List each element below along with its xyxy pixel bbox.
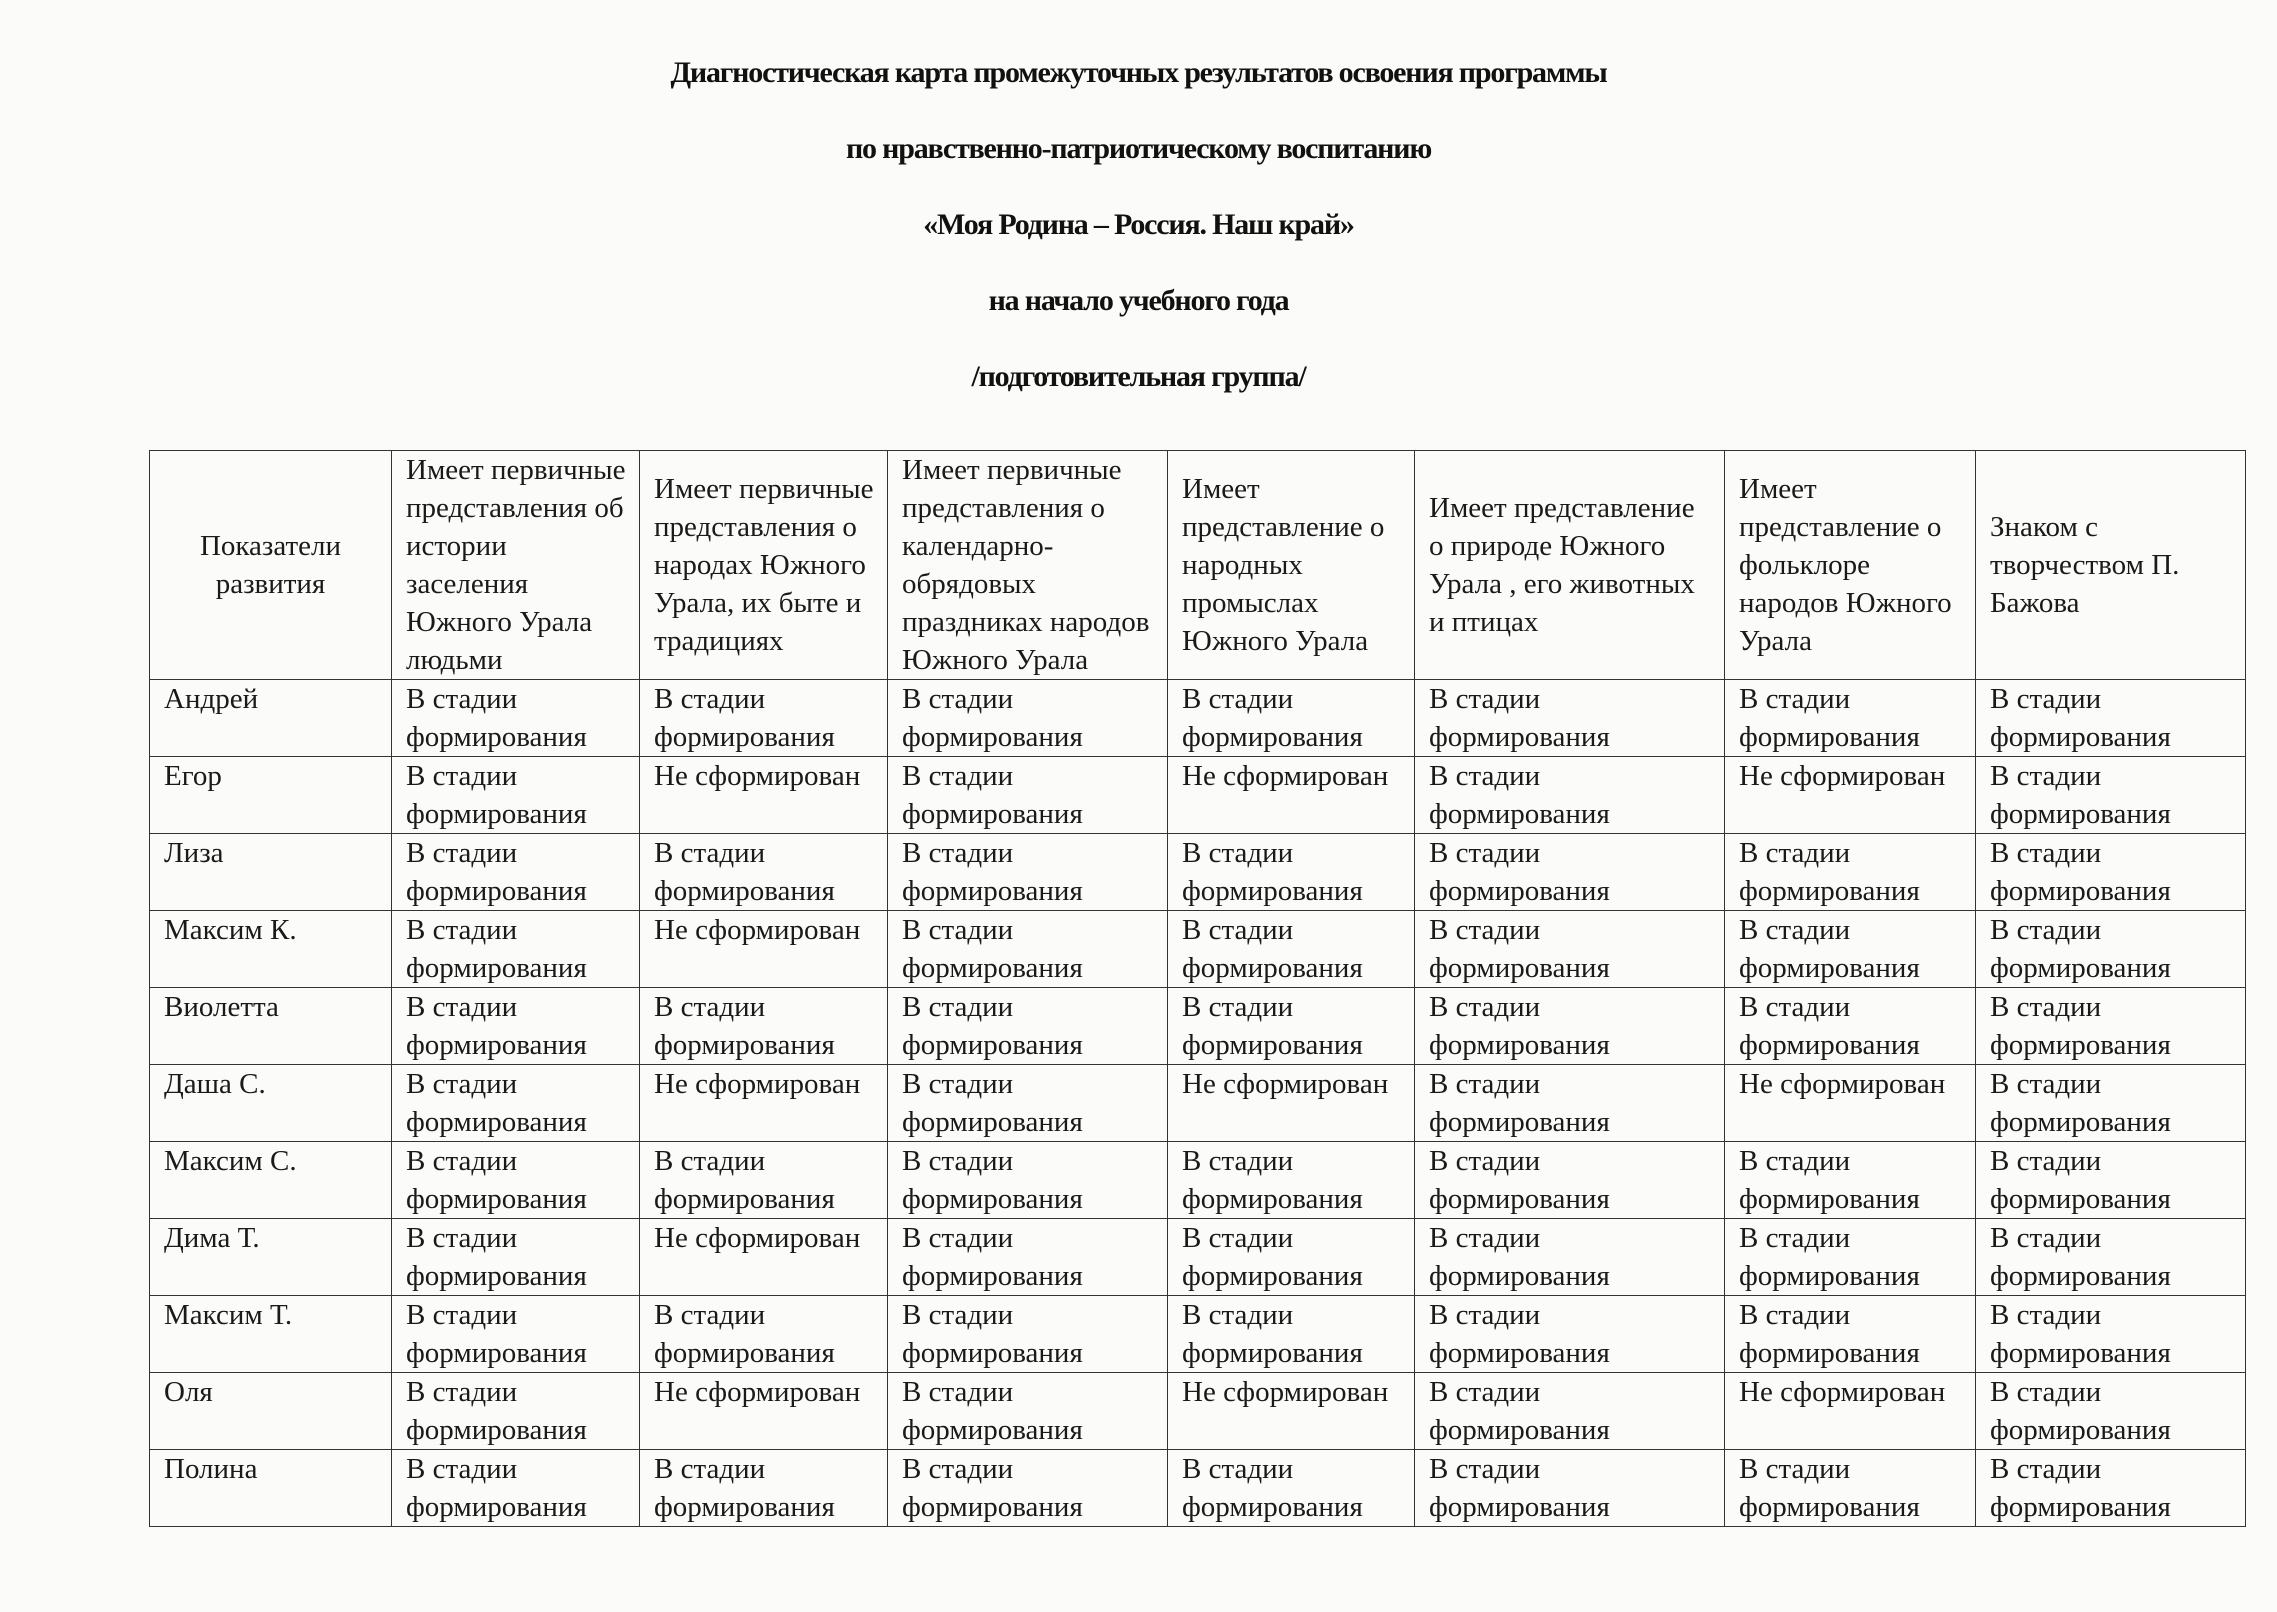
assessment-cell: Не сформирован (1168, 1065, 1415, 1142)
assessment-cell: Не сформирован (1725, 1373, 1976, 1450)
assessment-cell: В стадии формирования (1976, 1450, 2246, 1527)
child-name-cell: Егор (150, 757, 392, 834)
assessment-cell: В стадии формирования (640, 988, 888, 1065)
assessment-cell: В стадии формирования (392, 1142, 640, 1219)
assessment-cell: В стадии формирования (640, 1296, 888, 1373)
assessment-cell: В стадии формирования (640, 1142, 888, 1219)
child-name-cell: Полина (150, 1450, 392, 1527)
assessment-cell: В стадии формирования (888, 834, 1168, 911)
child-name-cell: Виолетта (150, 988, 392, 1065)
table-row (150, 757, 2246, 834)
assessment-cell: В стадии формирования (1976, 680, 2246, 757)
assessment-cell: В стадии формирования (1725, 1296, 1976, 1373)
assessment-cell: В стадии формирования (1976, 1219, 2246, 1296)
table-row (150, 1296, 2246, 1373)
title-line-1: Диагностическая карта промежуточных результатов освоения программы (670, 56, 1607, 89)
column-header: Имеет представление о фольклоре народов Южного Урала (1725, 451, 1976, 680)
column-header-indicators: Показатели развития (150, 451, 392, 680)
assessment-cell: В стадии формирования (1415, 1219, 1725, 1296)
child-name-cell: Максим Т. (150, 1296, 392, 1373)
table-row (150, 1373, 2246, 1450)
assessment-cell: В стадии формирования (1725, 1219, 1976, 1296)
table-row (150, 1219, 2246, 1296)
table-row (150, 911, 2246, 988)
column-header: Имеет представление о природе Южного Урала , его животных и птицах (1415, 451, 1725, 680)
assessment-cell: В стадии формирования (392, 1296, 640, 1373)
assessment-cell: В стадии формирования (888, 1450, 1168, 1527)
assessment-cell: В стадии формирования (1168, 988, 1415, 1065)
assessment-cell: В стадии формирования (1976, 1142, 2246, 1219)
assessment-cell: В стадии формирования (1168, 1450, 1415, 1527)
column-header: Имеет первичные представления о календарно-обрядовых праздниках народов Южного Урала (888, 451, 1168, 680)
assessment-cell: В стадии формирования (392, 911, 640, 988)
assessment-cell: В стадии формирования (888, 988, 1168, 1065)
assessment-cell: В стадии формирования (1976, 1373, 2246, 1450)
assessment-cell: В стадии формирования (1725, 988, 1976, 1065)
assessment-cell: Не сформирован (640, 1373, 888, 1450)
assessment-cell: В стадии формирования (392, 1219, 640, 1296)
assessment-cell: В стадии формирования (1976, 911, 2246, 988)
child-name-cell: Оля (150, 1373, 392, 1450)
assessment-cell: В стадии формирования (888, 757, 1168, 834)
assessment-cell: В стадии формирования (888, 1373, 1168, 1450)
document-title (0, 58, 2277, 438)
child-name-cell: Даша С. (150, 1065, 392, 1142)
table-row (150, 1065, 2246, 1142)
assessment-cell: В стадии формирования (640, 680, 888, 757)
assessment-cell: В стадии формирования (392, 1065, 640, 1142)
assessment-cell: В стадии формирования (392, 1450, 640, 1527)
header-row (150, 451, 2246, 680)
assessment-cell: В стадии формирования (1415, 757, 1725, 834)
table-header (150, 451, 2246, 680)
assessment-cell: В стадии формирования (1725, 1450, 1976, 1527)
assessment-cell: В стадии формирования (1415, 911, 1725, 988)
assessment-cell: В стадии формирования (1725, 911, 1976, 988)
assessment-cell: В стадии формирования (1976, 1296, 2246, 1373)
column-header: Имеет первичные представления об истории заселения Южного Урала людьми (392, 451, 640, 680)
child-name-cell: Дима Т. (150, 1219, 392, 1296)
column-header: Имеет представление о народных промыслах Южного Урала (1168, 451, 1415, 680)
assessment-cell: В стадии формирования (1415, 834, 1725, 911)
assessment-cell: В стадии формирования (1168, 911, 1415, 988)
assessment-cell: Не сформирован (640, 911, 888, 988)
table-row (150, 680, 2246, 757)
title-line-4: на начало учебного года (988, 284, 1289, 317)
assessment-cell: В стадии формирования (1168, 680, 1415, 757)
assessment-cell: В стадии формирования (640, 1450, 888, 1527)
assessment-cell: Не сформирован (1725, 1065, 1976, 1142)
title-line-5: /подготовительная группа/ (971, 360, 1306, 393)
assessment-cell: В стадии формирования (392, 680, 640, 757)
assessment-cell: В стадии формирования (392, 1373, 640, 1450)
assessment-cell: В стадии формирования (1725, 680, 1976, 757)
title-line-2: по нравственно-патриотическому воспитанию (845, 132, 1432, 165)
assessment-cell: В стадии формирования (1976, 988, 2246, 1065)
assessment-cell: В стадии формирования (888, 1296, 1168, 1373)
assessment-cell: В стадии формирования (888, 680, 1168, 757)
assessment-cell: В стадии формирования (1415, 1065, 1725, 1142)
table-body (150, 680, 2246, 1527)
column-header: Знаком с творчеством П. Бажова (1976, 451, 2246, 680)
assessment-cell: В стадии формирования (1415, 680, 1725, 757)
assessment-cell: В стадии формирования (1168, 1142, 1415, 1219)
assessment-cell: Не сформирован (640, 1219, 888, 1296)
assessment-cell: В стадии формирования (888, 911, 1168, 988)
assessment-cell: В стадии формирования (888, 1142, 1168, 1219)
assessment-cell: В стадии формирования (1168, 834, 1415, 911)
assessment-cell: В стадии формирования (1976, 1065, 2246, 1142)
child-name-cell: Максим С. (150, 1142, 392, 1219)
assessment-cell: В стадии формирования (1415, 1142, 1725, 1219)
assessment-cell: В стадии формирования (1725, 834, 1976, 911)
assessment-cell: В стадии формирования (888, 1219, 1168, 1296)
assessment-cell: В стадии формирования (888, 1065, 1168, 1142)
assessment-cell: В стадии формирования (1976, 834, 2246, 911)
diagnostic-table (149, 450, 2246, 1527)
assessment-cell: В стадии формирования (1415, 988, 1725, 1065)
assessment-cell: Не сформирован (1168, 1373, 1415, 1450)
table-row (150, 1142, 2246, 1219)
assessment-cell: В стадии формирования (1725, 1142, 1976, 1219)
assessment-cell: В стадии формирования (1976, 757, 2246, 834)
assessment-cell: В стадии формирования (392, 757, 640, 834)
assessment-cell: Не сформирован (640, 757, 888, 834)
assessment-cell: В стадии формирования (1168, 1296, 1415, 1373)
assessment-cell: Не сформирован (1725, 757, 1976, 834)
assessment-cell: В стадии формирования (1415, 1296, 1725, 1373)
assessment-cell: Не сформирован (640, 1065, 888, 1142)
assessment-cell: В стадии формирования (1415, 1450, 1725, 1527)
assessment-cell: В стадии формирования (392, 988, 640, 1065)
assessment-cell: В стадии формирования (1168, 1219, 1415, 1296)
assessment-cell: В стадии формирования (1415, 1373, 1725, 1450)
assessment-cell: В стадии формирования (640, 834, 888, 911)
table-row (150, 834, 2246, 911)
table-row (150, 1450, 2246, 1527)
child-name-cell: Лиза (150, 834, 392, 911)
column-header: Имеет первичные представления о народах Южного Урала, их быте и традициях (640, 451, 888, 680)
table-row (150, 988, 2246, 1065)
assessment-cell: Не сформирован (1168, 757, 1415, 834)
assessment-cell: В стадии формирования (392, 834, 640, 911)
child-name-cell: Максим К. (150, 911, 392, 988)
title-line-3: «Моя Родина – Россия. Наш край» (923, 208, 1354, 241)
child-name-cell: Андрей (150, 680, 392, 757)
